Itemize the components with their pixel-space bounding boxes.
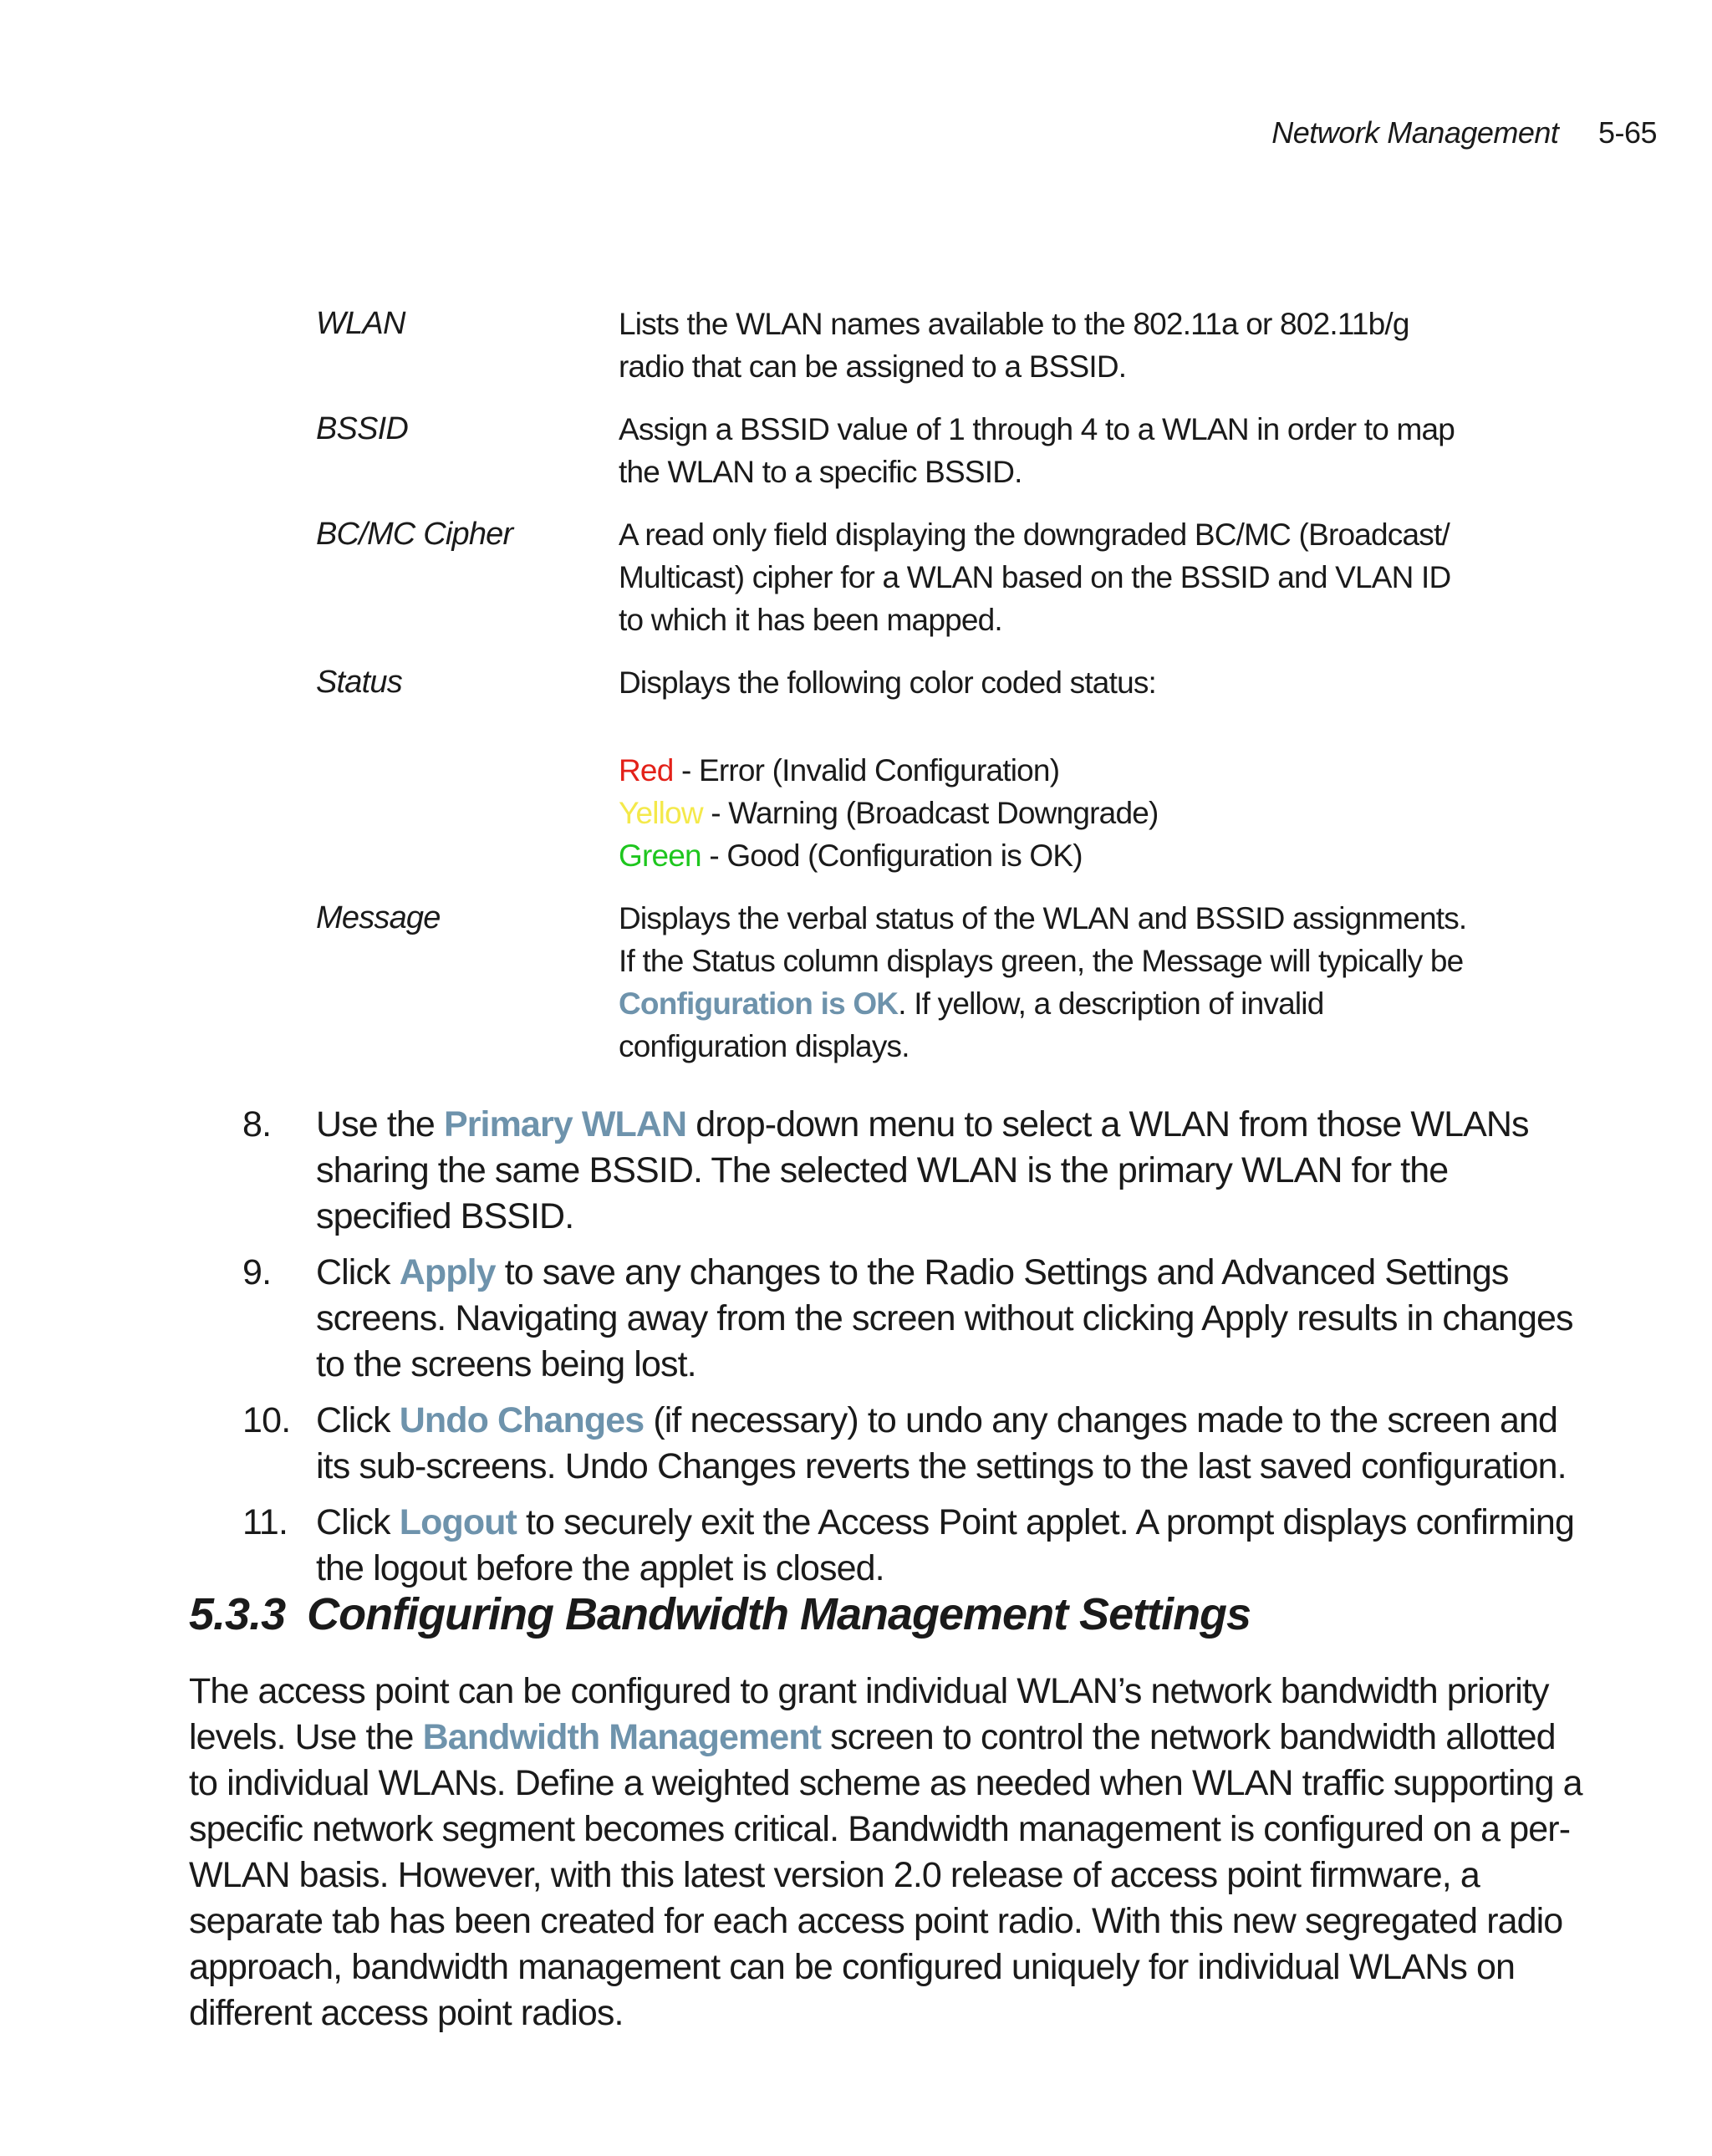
status-green-label: Green (619, 838, 701, 873)
step-text-pre: Click (316, 1252, 400, 1292)
step-text-post: to save any changes to the Radio Settings and Advanced Settings screens. Navigating away from the screen without clicking Apply results in changes to the screens being lost. (316, 1252, 1573, 1384)
definition-term: Status (316, 665, 402, 700)
section-title: Configuring Bandwidth Management Settings (307, 1589, 1251, 1639)
section-number: 5.3.3 (189, 1589, 286, 1639)
status-yellow-line (619, 792, 1470, 834)
page-number: 5-65 (1597, 115, 1657, 150)
step-number: 9. (242, 1252, 272, 1292)
definition-row-message (316, 897, 1470, 1068)
step-8 (242, 1102, 1580, 1240)
status-green-line (619, 834, 1470, 877)
status-red-label: Red (619, 753, 674, 787)
definition-term: BSSID (316, 411, 409, 446)
status-intro: Displays the following color coded status: (619, 665, 1157, 700)
ui-element-name: Bandwidth Management (422, 1717, 822, 1757)
step-10 (242, 1398, 1580, 1490)
page-header (1271, 115, 1657, 150)
definition-description: Assign a BSSID value of 1 through 4 to a WLAN in order to map the WLAN to a specific BSSID. (619, 412, 1455, 489)
ui-element-name: Primary WLAN (443, 1104, 687, 1144)
status-yellow-label: Yellow (619, 796, 703, 830)
step-11 (242, 1500, 1580, 1592)
step-text (316, 1250, 1580, 1388)
step-text-post: to securely exit the Access Point applet. A prompt displays confirming the logout before the applet is closed. (316, 1502, 1574, 1588)
definition-row-cipher (316, 513, 1470, 641)
step-text-post: drop-down menu to select a WLAN from those WLANs sharing the same BSSID. The selected WLAN is the primary WLAN for the specified BSSID. (316, 1104, 1529, 1236)
ui-element-name: Apply (399, 1252, 496, 1292)
step-9 (242, 1250, 1580, 1388)
step-text-pre: Use the (316, 1104, 444, 1144)
status-red-line (619, 749, 1470, 792)
header-section-title: Network Management (1271, 115, 1559, 150)
step-text (316, 1500, 1580, 1592)
step-text-pre: Click (316, 1400, 400, 1440)
definition-row-wlan (316, 303, 1470, 388)
status-red-text: - Error (Invalid Configuration) (673, 753, 1060, 787)
definition-description: A read only field displaying the downgraded BC/MC (Broadcast/ Multicast) cipher for a WLAN based on the BSSID and VLAN ID to which it has been mapped. (619, 517, 1451, 637)
definition-row-status (316, 661, 1470, 877)
procedure-steps (242, 1102, 1580, 1602)
definition-term: WLAN (316, 306, 405, 341)
step-number: 8. (242, 1104, 272, 1144)
ui-element-name: Logout (399, 1502, 517, 1542)
section-heading (189, 1588, 1251, 1640)
definition-row-bssid (316, 408, 1470, 493)
step-text-pre: Click (316, 1502, 400, 1542)
step-text-post: (if necessary) to undo any changes made to the screen and its sub-screens. Undo Changes reverts the settings to the last saved configuration. (316, 1400, 1567, 1486)
paragraph-part1: The access point can be configured to grant individual WLAN’s network bandwidth priority levels. Use the (189, 1671, 1549, 1757)
ui-element-name: Undo Changes (399, 1400, 645, 1440)
definition-description: Lists the WLAN names available to the 802.11a or 802.11b/g radio that can be assigned to a BSSID. (619, 307, 1409, 384)
ui-element-name: Configuration is OK (619, 986, 899, 1021)
definition-description (619, 897, 1470, 1068)
definition-term: BC/MC Cipher (316, 517, 513, 552)
step-text (316, 1398, 1580, 1490)
definition-description (619, 661, 1470, 877)
step-text (316, 1102, 1580, 1240)
status-yellow-text: - Warning (Broadcast Downgrade) (702, 796, 1159, 830)
message-desc-part1: Displays the verbal status of the WLAN and BSSID assignments. If the Status column displays green, the Message will typically be (619, 901, 1467, 978)
field-definition-table (316, 303, 1470, 1088)
step-number: 10. (242, 1400, 291, 1440)
section-paragraph (189, 1669, 1585, 2036)
status-green-text: - Good (Configuration is OK) (701, 838, 1083, 873)
paragraph-part2: screen to control the network bandwidth allotted to individual WLANs. Define a weighted scheme as needed when WLAN traffic supporting a specific network segment becomes critical. Bandwidth management is configured on a per-WLAN basis. However, with this latest version 2.0 release of access point firmware, a separate tab has been created for each access point radio. With this new segregated radio approach, bandwidth management can be configured uniquely for individual WLANs on different access point radios. (189, 1717, 1582, 2033)
step-number: 11. (242, 1502, 288, 1542)
message-desc-part2: . If yellow, a description of invalid configuration displays. (619, 986, 1324, 1063)
definition-term: Message (316, 900, 441, 935)
